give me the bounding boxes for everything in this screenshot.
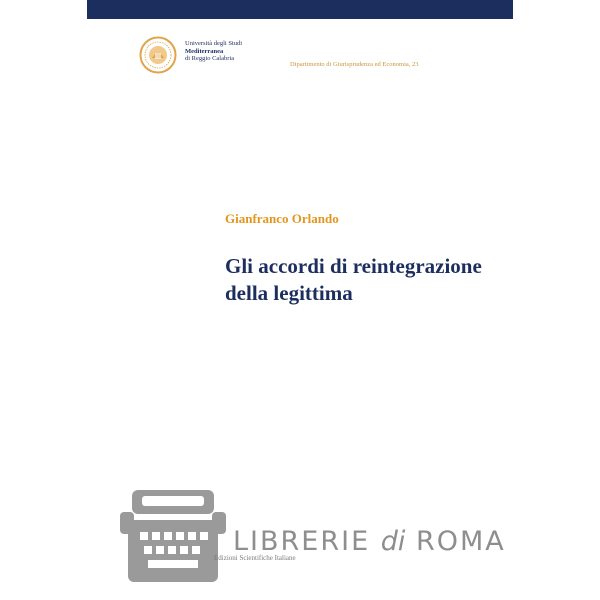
university-seal-icon xyxy=(139,36,177,74)
cover-header xyxy=(139,36,509,76)
author-name: Gianfranco Orlando xyxy=(225,211,339,226)
department-label: Dipartimento di Giurisprudenza ed Economia, 23 xyxy=(290,61,419,68)
university-line-3: di Reggio Calabria xyxy=(185,55,235,63)
university-line-2: Mediterranea xyxy=(185,47,224,55)
university-line-1: Università degli Studi xyxy=(185,40,243,47)
watermark xyxy=(118,488,506,588)
university-name xyxy=(185,40,242,63)
watermark-text xyxy=(233,526,506,557)
cover-top-bar xyxy=(87,0,513,19)
publisher-name: Edizioni Scientifiche Italiane xyxy=(214,554,296,562)
watermark-text-end: ROMA xyxy=(405,526,506,557)
book-title xyxy=(225,253,565,307)
book-title-line-1: Gli accordi di reintegrazione xyxy=(225,254,482,278)
typewriter-icon xyxy=(118,488,228,584)
watermark-text-main: LIBRERIE xyxy=(233,526,381,557)
watermark-text-italic: di xyxy=(380,526,406,557)
book-title-line-2: della legittima xyxy=(225,281,353,305)
